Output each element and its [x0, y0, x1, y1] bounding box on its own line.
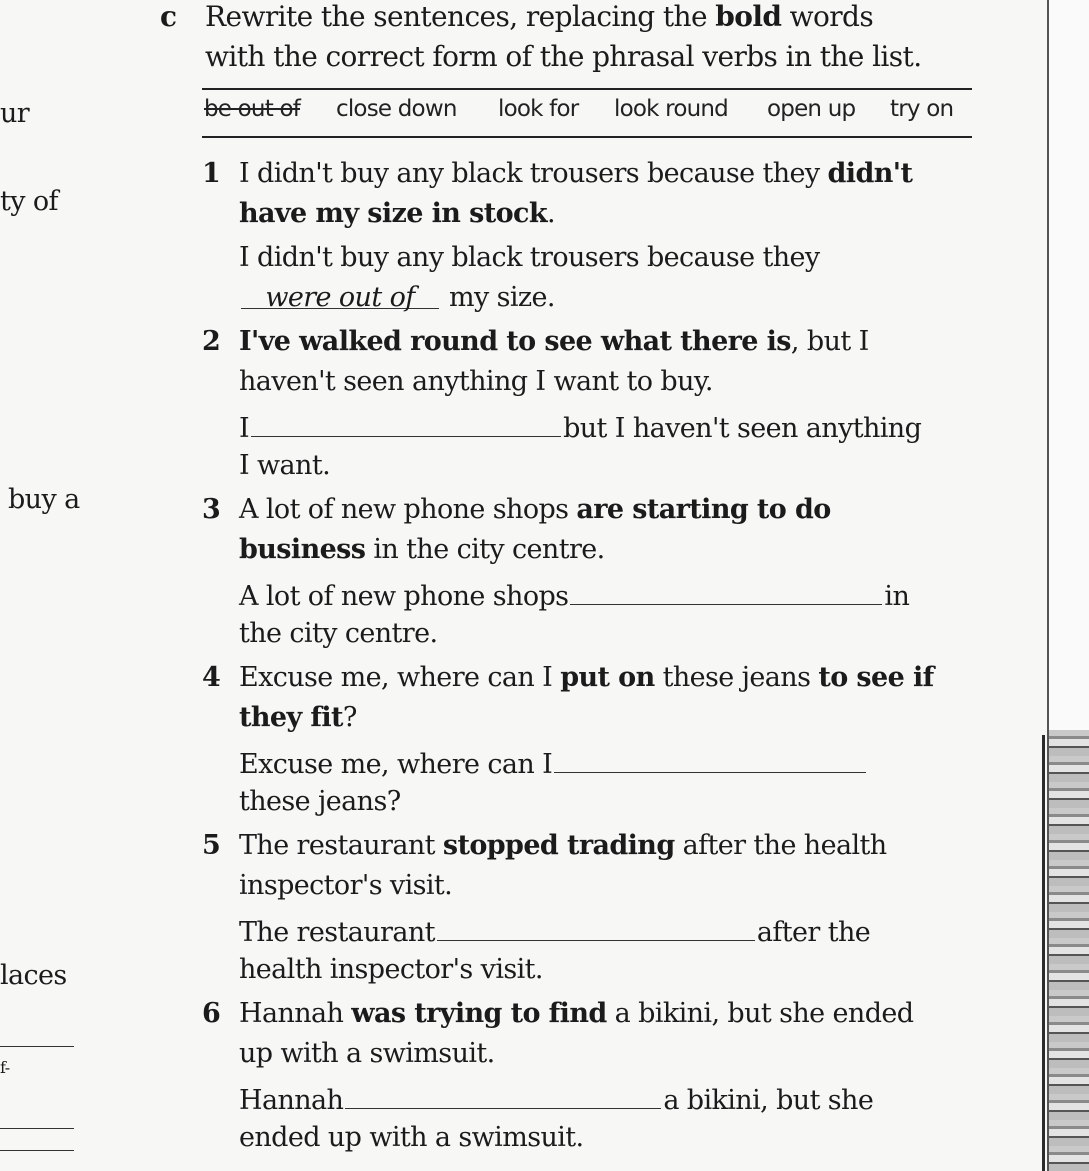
item-2-rewrite-line2: I want. — [239, 450, 331, 481]
item-1-rewrite-line2: were out of my size. — [239, 282, 555, 313]
item-4-sentence-line2: they fit? — [239, 702, 357, 733]
item-number: 1 — [202, 158, 221, 189]
answer-blank[interactable] — [570, 578, 882, 605]
book-spine-shadow — [1042, 735, 1045, 1171]
item-2-rewrite-line1: I but I haven't seen anything — [239, 410, 921, 444]
item-2-sentence-line1: I've walked round to see what there is, but I — [239, 326, 869, 357]
item-number: 4 — [202, 662, 221, 693]
answer-blank[interactable] — [251, 410, 561, 437]
item-4-rewrite-line1: Excuse me, where can I — [239, 746, 868, 780]
answer-blank[interactable] — [437, 914, 755, 941]
margin-line — [0, 1150, 74, 1151]
answer-blank[interactable] — [554, 746, 866, 773]
item-6-rewrite-line2: ended up with a swimsuit. — [239, 1122, 584, 1153]
item-number: 3 — [202, 494, 221, 525]
margin-fragment: ur — [0, 98, 30, 129]
item-1-rewrite-line1: I didn't buy any black trousers because they — [239, 242, 820, 273]
answer-blank[interactable] — [345, 1082, 661, 1109]
item-4-rewrite-line2: these jeans? — [239, 786, 401, 817]
word-look-for: look for — [498, 96, 579, 122]
margin-fragment: laces — [0, 960, 67, 991]
instruction-line-2: with the correct form of the phrasal verbs in the list. — [205, 40, 922, 73]
item-6-sentence-line2: up with a swimsuit. — [239, 1038, 495, 1069]
item-6-sentence-line1: Hannah was trying to find a bikini, but she ended — [239, 998, 914, 1029]
item-5-rewrite-line1: The restaurant after the — [239, 914, 870, 948]
exercise-letter: c — [160, 0, 177, 33]
margin-fragment: f- — [0, 1058, 10, 1077]
word-look-round: look round — [614, 96, 728, 122]
word-be-out-of: be out of — [204, 96, 301, 122]
item-1-sentence-line2: have my size in stock. — [239, 198, 555, 229]
item-2-sentence-line2: haven't seen anything I want to buy. — [239, 366, 713, 397]
item-number: 6 — [202, 998, 221, 1029]
word-close-down: close down — [336, 96, 457, 122]
item-number: 5 — [202, 830, 221, 861]
item-4-sentence-line1: Excuse me, where can I put on these jeans to see if — [239, 662, 934, 693]
margin-line — [0, 1046, 74, 1047]
item-3-sentence-line1: A lot of new phone shops are starting to do — [239, 494, 831, 525]
answer-blank[interactable]: were out of — [241, 282, 439, 309]
item-3-rewrite-line1: A lot of new phone shops in — [239, 578, 909, 612]
instruction-line-1: Rewrite the sentences, replacing the bold words — [205, 0, 874, 33]
divider — [202, 136, 972, 138]
item-5-rewrite-line2: health inspector's visit. — [239, 954, 543, 985]
item-5-sentence-line2: inspector's visit. — [239, 870, 453, 901]
divider — [202, 88, 972, 90]
word-open-up: open up — [767, 96, 856, 122]
item-1-sentence-line1: I didn't buy any black trousers because they didn't — [239, 158, 913, 189]
background-bookshelf — [1049, 730, 1089, 1171]
item-3-sentence-line2: business in the city centre. — [239, 534, 605, 565]
item-6-rewrite-line1: Hannah a bikini, but she — [239, 1082, 873, 1116]
item-3-rewrite-line2: the city centre. — [239, 618, 438, 649]
item-5-sentence-line1: The restaurant stopped trading after the health — [239, 830, 887, 861]
margin-fragment: ty of — [0, 186, 58, 217]
word-try-on: try on — [890, 96, 954, 122]
margin-line — [0, 1128, 74, 1129]
margin-fragment: buy a — [8, 484, 80, 515]
item-number: 2 — [202, 326, 221, 357]
